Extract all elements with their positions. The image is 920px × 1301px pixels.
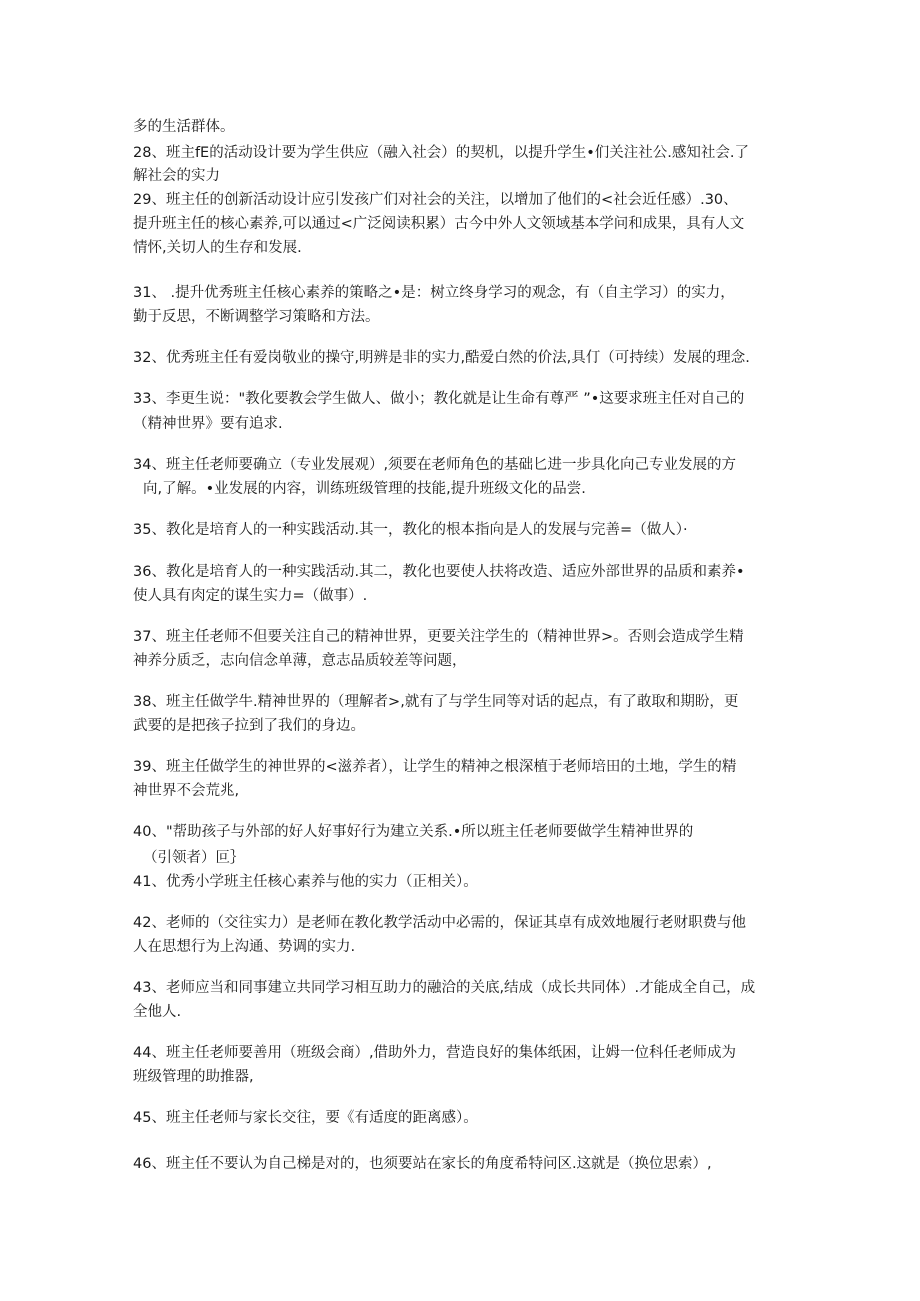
text-line: 36、教化是培育人的一种实践活动.其二，教化也要使人扶将改造、适应外部世界的品质和素养• [133, 564, 745, 580]
text-line: 29、班主任的创新活动设计应引发孩广们对社会的关注，以增加了他们的<社会近任感）.30、 [133, 192, 738, 208]
text-line: 37、班主任老师不但要关注自己的精神世界，更要关注学生的（精神世界>。否则会造成学生精 [133, 629, 744, 645]
text-line: 全他人. [133, 1004, 182, 1020]
text-line: 46、班主任不要认为自己梯是对的，也须要站在家长的角度希特问区.这就是（换位思索）, [133, 1156, 712, 1172]
text-line: 情怀,关切人的生存和发展. [133, 240, 302, 256]
text-line: 提升班主任的核心素养,可以通过<广泛阅读积累）古今中外人文领域基本学问和成果，具有人文 [133, 216, 745, 232]
text-line: 45、班主任老师与家长交往，要《有适度的距离感）。 [133, 1110, 478, 1126]
text-line: 28、班主fE的活动设计要为学生供应（融入社会）的契机，以提升学生•们关注社公.感知社会.了 [133, 145, 749, 161]
text-line: 向,了解。•业发展的内容，训练班级管理的技能,提升班级文化的品尝. [143, 481, 586, 497]
text-line: 神养分质乏，志向信念单薄，意志品质较差等问题， [133, 653, 467, 669]
text-line: 神世界不会荒兆, [133, 783, 240, 799]
text-line: 40、"帮助孩子与外部的好人好事好行为建立关系.•所以班主任老师要做学生精神世界的 [133, 824, 694, 840]
text-line: 41、优秀小学班主任核心素养与他的实力（正相关）。 [133, 874, 478, 890]
text-line: 38、班主任做学牛.精神世界的（理解者>,就有了与学生同等对话的起点，有了敢取和期盼，更 [133, 694, 739, 710]
text-line: 34、班主任老师要确立（专业发展观）,须要在老师角色的基础匕进一步具化向己专业发展的方 [133, 457, 737, 473]
text-line: 勤于反思，不断调整学习策略和方法。 [133, 309, 380, 325]
text-line: 43、老师应当和同事建立共同学习相互助力的融洽的关底,结成（成长共同体）.才能成全自己，成 [133, 980, 756, 996]
text-line: 33、李更生说："教化要教会学生做人、做小；教化就是让生命有尊严 ”•这要求班主任对自己的 [133, 391, 745, 407]
text-line: 31、 .提升优秀班主任核心素养的策略之•是：树立终身学习的观念，有（自主学习）的实力， [133, 285, 735, 301]
text-line: 39、班主任做学生的神世界的<滋养者），让学生的精神之根深植于老师培田的土地，学生的精 [133, 759, 737, 775]
text-line: 解社会的实力 [133, 168, 220, 184]
text-line: （精神世界》要有追求. [133, 416, 283, 432]
text-line: 35、教化是培育人的一种实践活动.其一，教化的根本指向是人的发展与完善=（做人）· [133, 522, 688, 538]
text-line: 44、班主任老师要善用（班级会商）,借助外力，营造良好的集体纸困，让姆一位科任老师成为 [133, 1045, 737, 1061]
text-line: 多的生活群体。 [133, 119, 235, 135]
text-line: 32、优秀班主任有爱岗敬业的操守,明辨是非的实力,酷爱白然的价法,具仃（可持续）发展的理念. [133, 350, 750, 366]
text-line: 人在思想行为上沟通、势调的实力. [133, 939, 356, 955]
text-line: 武要的是把孩子拉到了我们的身边。 [133, 718, 365, 734]
text-line: 42、老师的（交往实力）是老师在教化教学活动中必需的，保证其卓有成效地履行老财职费与他 [133, 915, 746, 931]
text-line: 使人具有肉定的谋生实力=（做事）. [133, 588, 368, 604]
text-line: 班级管理的助推器, [133, 1069, 254, 1085]
text-line: （引领者）叵｝ [143, 850, 245, 866]
